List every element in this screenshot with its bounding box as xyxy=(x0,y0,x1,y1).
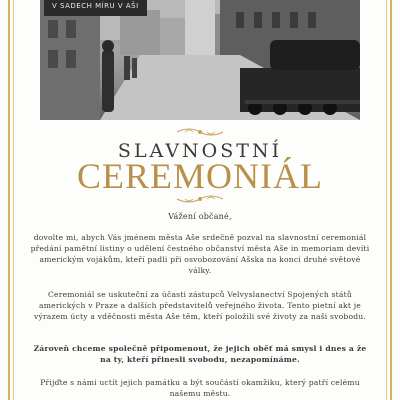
letter-greeting: Vážení občané, xyxy=(168,212,232,221)
photo-caption: V SADECH MÍRU V AŠI xyxy=(44,0,147,16)
title-line2: CEREMONIÁL xyxy=(77,156,323,196)
letter-paragraph-3: Zároveň chceme společně připomenout, že jejich oběť má smysl i dnes a že na ty, kteří přinesli svobodu, nezapomínáme. xyxy=(33,344,367,364)
letter-paragraph-2: Ceremoniál se uskuteční za účasti zástupců Velvyslanectví Spojených států amerických v Praze a dalších představitelů veřejného života. Tento pietní akt je výrazem úcty a vděčnosti města Aše těm, kteří položili své životy za naši svobodu. xyxy=(33,290,367,321)
historical-photo xyxy=(40,0,360,120)
street-scene-image xyxy=(40,0,360,120)
letter-paragraph-1: dovolte mi, abych Vás jménem města Aše srdečně pozval na slavnostní ceremoniál předání pamětní listiny o udělení čestného občanství města Aše in memoriam devíti americkým vojákům, kteří padli při osvobozování Ašska na konci druhé světové války. xyxy=(30,233,370,275)
letter-paragraph-4: Přijďte s námi uctít jejich památku a být součástí okamžiku, který patří celému našemu městu. xyxy=(40,378,360,398)
title-line1: SLAVNOSTNÍ xyxy=(117,140,283,162)
ornament-bottom-icon xyxy=(175,193,225,205)
ornament-top-icon xyxy=(175,126,225,138)
